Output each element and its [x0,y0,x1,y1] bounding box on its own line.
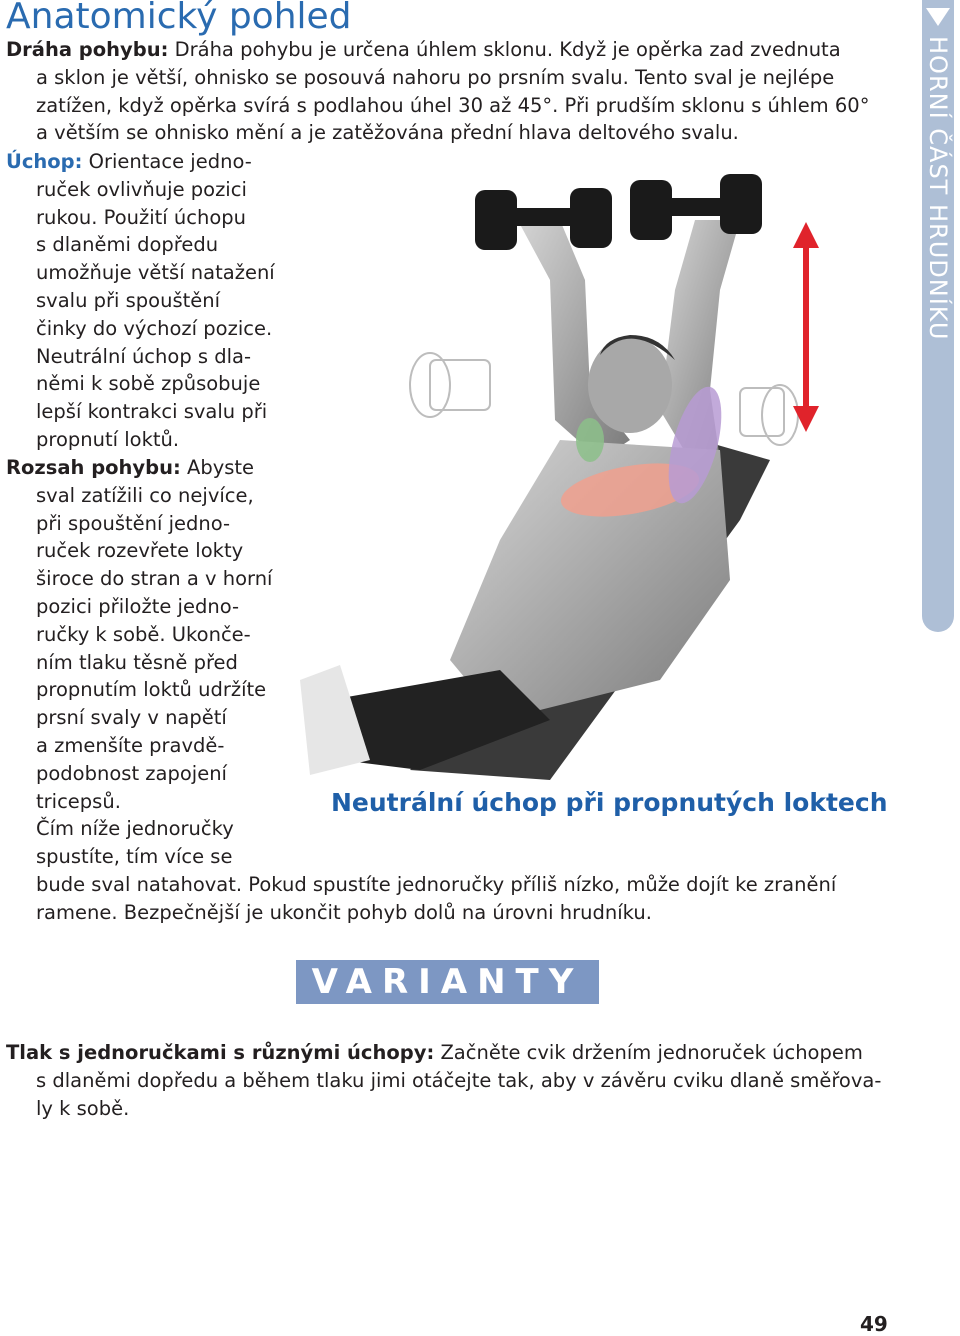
text-line: široce do stran a v horní [36,567,273,591]
text-line: a sklon je větší, ohnisko se posouvá nahoru po prsním svalu. Tento sval je nejlépe [36,65,835,89]
text-line: ruček rozevřete lokty [36,539,244,563]
text-line: bude sval natahovat. Pokud spustíte jednoručky příliš nízko, může dojít ke zranění [36,872,837,896]
text-line: Začněte cvik držením jednoruček úchopem [434,1041,863,1064]
text-line: Orientace jedno- [82,150,252,173]
text-line: sval zatížili co nejvíce, [36,483,254,507]
text-line: prsní svaly v napětí [36,706,227,730]
text-line: podobnost zapojení [36,761,227,785]
text-line: ručky k sobě. Ukonče- [36,622,251,646]
triangle-down-icon [924,6,952,28]
grip-label: Úchop: [6,150,83,173]
figure-caption: Neutrální úchop při propnutých loktech [331,788,888,817]
text-line: němi k sobě způsobuje [36,372,261,396]
text-line: propnutím loktů udržíte [36,678,267,702]
text-line: Abyste [180,456,255,479]
text-line: činky do výchozí pozice. [36,316,273,340]
text-line: tricepsů. [36,789,121,813]
variants-heading: VARIANTY [296,960,599,1004]
text-line: při spouštění jedno- [36,511,231,535]
page-number: 49 [860,1312,888,1336]
text-line: svalu při spouštění [36,288,221,312]
text-line: ním tlaku těsně před [36,650,238,674]
range-of-motion-label: Rozsah pohybu: [6,456,181,479]
page-title: Anatomický pohled [6,0,352,37]
range-path-label: Dráha pohybu: [6,38,169,61]
text-line: s dlaněmi dopředu [36,233,219,257]
incline-dumbbell-press-illustration [300,160,845,780]
variant-paragraph [6,1039,881,1122]
text-line: rukou. Použití úchopu [36,205,247,229]
text-line: zatížen, když opěrka svírá s podlahou úhel 30 až 45°. Při prudším sklonu s úhlem 60° [36,93,870,117]
text-line: ly k sobě. [36,1096,130,1120]
text-line: ramene. Bezpečnější je ukončit pohyb dolů na úrovni hrudníku. [36,900,652,924]
range-path-paragraph [6,36,869,147]
grip-paragraph [6,148,275,454]
text-line: propnutí loktů. [36,427,180,451]
text-line: pozici přiložte jedno- [36,594,240,618]
text-line: Čím níže jednoručky [36,817,234,841]
text-line: a větším se ohnisko mění a je zatěžována přední hlava deltového svalu. [36,121,739,145]
text-line: Dráha pohybu je určena úhlem sklonu. Když je opěrka zad zvednuta [168,38,841,61]
text-line: umožňuje větší natažení [36,261,275,285]
variant-label: Tlak s jednoručkami s různými úchopy: [6,1041,435,1064]
text-line: lepší kontrakci svalu při [36,400,268,424]
range-arrow [793,222,819,432]
text-line: spustíte, tím více se [36,845,233,869]
text-line: Neutrální úchop s dla- [36,344,252,368]
text-line: s dlaněmi dopředu a během tlaku jimi otáčejte tak, aby v závěru cviku dlaně směřova- [36,1068,882,1092]
text-line: ruček ovlivňuje pozici [36,177,247,201]
side-tab-label: HORNÍ ČÁST HRUDNÍKU [924,36,952,341]
text-line: a zmenšíte pravdě- [36,733,225,757]
